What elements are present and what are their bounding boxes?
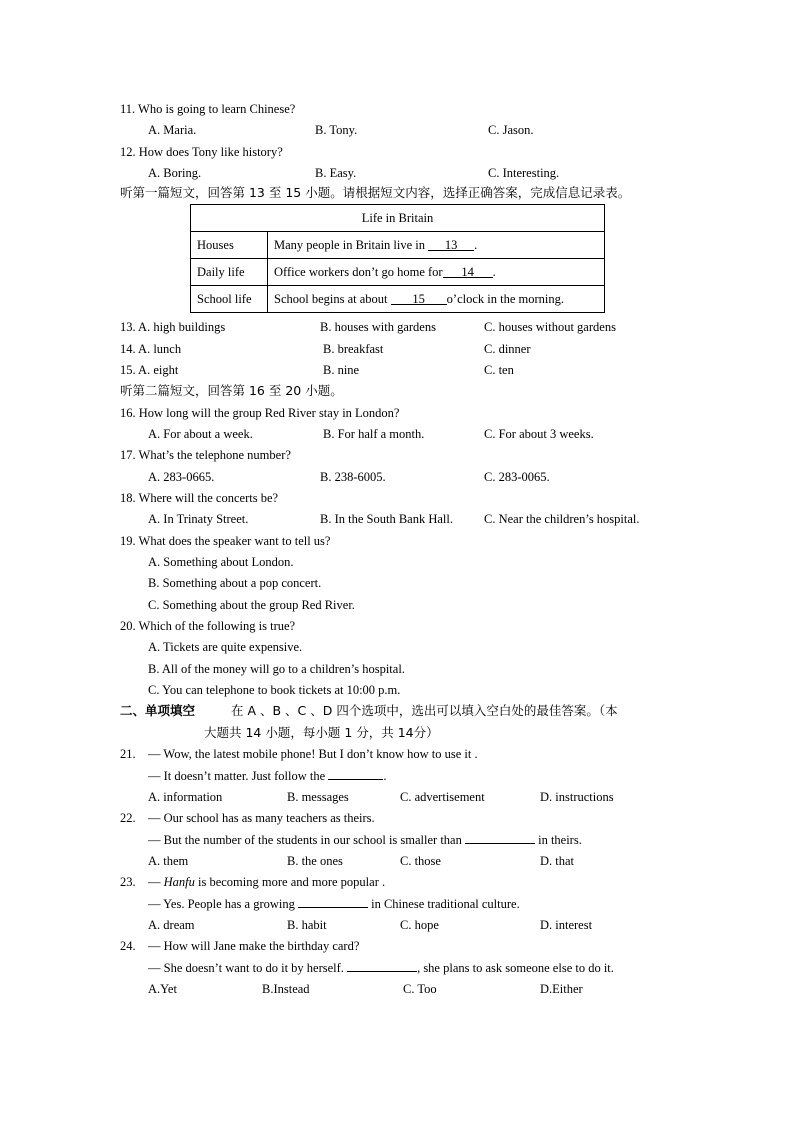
q22-option-d: D. that bbox=[540, 854, 575, 868]
question-11-stem: 11. Who is going to learn Chinese? bbox=[120, 102, 296, 116]
question-17-stem: 17. What’s the telephone number? bbox=[120, 448, 291, 462]
line-text-end: in theirs. bbox=[534, 833, 582, 847]
row-content-daily-life bbox=[268, 259, 605, 286]
info-table-row bbox=[191, 286, 605, 313]
row-content-houses bbox=[268, 232, 605, 259]
q18-option-b: B. In the South Bank Hall. bbox=[320, 512, 453, 526]
row-label-houses: Houses bbox=[191, 232, 268, 259]
row-text-end: o’clock in the morning. bbox=[446, 291, 564, 306]
line-text-end: is becoming more and more popular . bbox=[194, 875, 386, 889]
line-text-end: . bbox=[383, 769, 387, 783]
q15-option-b: B. nine bbox=[323, 363, 360, 377]
answer-blank bbox=[465, 831, 535, 844]
q19-option-c: C. Something about the group Red River. bbox=[148, 598, 355, 612]
q24-option-b: B.Instead bbox=[262, 982, 310, 996]
q23-dialogue-line-1 bbox=[148, 874, 385, 890]
section-2-heading: 二、单项填空 bbox=[120, 703, 196, 718]
info-table bbox=[190, 204, 605, 313]
question-16-stem: 16. How long will the group Red River stay in London? bbox=[120, 406, 400, 420]
answer-blank bbox=[298, 895, 368, 908]
q20-option-b: B. All of the money will go to a children’s hospital. bbox=[148, 662, 405, 676]
info-table-title: Life in Britain bbox=[191, 205, 605, 232]
line-text: — Yes. People has a growing bbox=[148, 897, 298, 911]
info-table-row bbox=[191, 232, 605, 259]
q13-option-b: B. houses with gardens bbox=[320, 320, 436, 334]
q24-dialogue-line-1: — How will Jane make the birthday card? bbox=[148, 939, 360, 953]
section-2-instruction-line-1: 在 A 、B 、C 、D 四个选项中，选出可以填入空白处的最佳答案。（本 bbox=[231, 703, 618, 718]
blank-14: 14 bbox=[443, 265, 493, 278]
q16-option-b: B. For half a month. bbox=[323, 427, 425, 441]
line-text: — bbox=[148, 875, 164, 889]
q23-option-b: B. habit bbox=[287, 918, 327, 932]
question-23-number: 23. bbox=[120, 875, 136, 889]
q11-option-c: C. Jason. bbox=[488, 123, 534, 137]
q23-option-c: C. hope bbox=[400, 918, 439, 932]
answer-blank bbox=[328, 767, 383, 780]
passage-2-instruction: 听第二篇短文，回答第 16 至 20 小题。 bbox=[120, 383, 343, 398]
passage-1-instruction: 听第一篇短文，回答第 13 至 15 小题。请根据短文内容，选择正确答案，完成信息记录表。 bbox=[120, 185, 631, 200]
question-18-stem: 18. Where will the concerts be? bbox=[120, 491, 279, 505]
answer-blank bbox=[347, 959, 417, 972]
q21-option-c: C. advertisement bbox=[400, 790, 485, 804]
q23-option-a: A. dream bbox=[148, 918, 195, 932]
line-text-end: , she plans to ask someone else to do it. bbox=[417, 961, 614, 975]
q24-option-c: C. Too bbox=[403, 982, 437, 996]
q11-option-b: B. Tony. bbox=[315, 123, 358, 137]
info-table-header-row bbox=[191, 205, 605, 232]
row-text: Many people in Britain live in bbox=[274, 237, 426, 252]
q21-option-b: B. messages bbox=[287, 790, 349, 804]
line-text-end: in Chinese traditional culture. bbox=[368, 897, 520, 911]
row-content-school-life bbox=[268, 286, 605, 313]
row-text: School begins at about bbox=[274, 291, 391, 306]
info-table-row bbox=[191, 259, 605, 286]
q13-option-c: C. houses without gardens bbox=[484, 320, 616, 334]
row-text-end: . bbox=[492, 264, 496, 279]
q20-option-c: C. You can telephone to book tickets at 10:00 p.m. bbox=[148, 683, 401, 697]
q24-dialogue-line-2 bbox=[148, 959, 614, 976]
q17-option-a: A. 283-0665. bbox=[148, 470, 215, 484]
line-text: — She doesn’t want to do it by herself. bbox=[148, 961, 348, 975]
q20-option-a: A. Tickets are quite expensive. bbox=[148, 640, 303, 654]
blank-13: 13 bbox=[428, 238, 474, 251]
q12-option-c: C. Interesting. bbox=[488, 166, 560, 180]
line-text: — It doesn’t matter. Just follow the bbox=[148, 769, 329, 783]
italic-term: Hanfu bbox=[163, 875, 195, 889]
section-2-instruction-line-2: 大题共 14 小题，每小题 1 分，共 14分） bbox=[204, 725, 439, 740]
q21-option-a: A. information bbox=[148, 790, 223, 804]
q17-option-b: B. 238-6005. bbox=[320, 470, 386, 484]
row-label-daily-life: Daily life bbox=[191, 259, 268, 286]
q24-option-a: A.Yet bbox=[148, 982, 177, 996]
q16-option-a: A. For about a week. bbox=[148, 427, 253, 441]
q12-option-a: A. Boring. bbox=[148, 166, 202, 180]
q14-option-b: B. breakfast bbox=[323, 342, 384, 356]
question-19-stem: 19. What does the speaker want to tell us? bbox=[120, 534, 331, 548]
row-text: Office workers don’t go home for bbox=[274, 264, 443, 279]
q24-option-d: D.Either bbox=[540, 982, 583, 996]
q21-option-d: D. instructions bbox=[540, 790, 614, 804]
q23-option-d: D. interest bbox=[540, 918, 593, 932]
question-21-number: 21. bbox=[120, 747, 136, 761]
q17-option-c: C. 283-0065. bbox=[484, 470, 550, 484]
q23-dialogue-line-2 bbox=[148, 895, 520, 912]
question-24-number: 24. bbox=[120, 939, 136, 953]
q21-dialogue-line-2 bbox=[148, 767, 386, 784]
q22-option-b: B. the ones bbox=[287, 854, 343, 868]
q19-option-b: B. Something about a pop concert. bbox=[148, 576, 322, 590]
q13-option-a: 13. A. high buildings bbox=[120, 320, 226, 334]
row-text-end: . bbox=[474, 237, 478, 252]
q18-option-a: A. In Trinaty Street. bbox=[148, 512, 249, 526]
q18-option-c: C. Near the children’s hospital. bbox=[484, 512, 640, 526]
q15-option-a: 15. A. eight bbox=[120, 363, 179, 377]
blank-15: 15 bbox=[391, 292, 447, 305]
row-label-school-life: School life bbox=[191, 286, 268, 313]
q14-option-a: 14. A. lunch bbox=[120, 342, 182, 356]
q11-option-a: A. Maria. bbox=[148, 123, 197, 137]
q22-dialogue-line-1: — Our school has as many teachers as theirs. bbox=[148, 811, 375, 825]
q21-dialogue-line-1: — Wow, the latest mobile phone! But I don’t know how to use it . bbox=[148, 747, 478, 761]
q22-option-a: A. them bbox=[148, 854, 189, 868]
q14-option-c: C. dinner bbox=[484, 342, 531, 356]
line-text: — But the number of the students in our school is smaller than bbox=[148, 833, 465, 847]
q22-option-c: C. those bbox=[400, 854, 441, 868]
question-22-number: 22. bbox=[120, 811, 136, 825]
q19-option-a: A. Something about London. bbox=[148, 555, 294, 569]
q15-option-c: C. ten bbox=[484, 363, 514, 377]
q16-option-c: C. For about 3 weeks. bbox=[484, 427, 594, 441]
q22-dialogue-line-2 bbox=[148, 831, 582, 848]
question-12-stem: 12. How does Tony like history? bbox=[120, 145, 283, 159]
q12-option-b: B. Easy. bbox=[315, 166, 357, 180]
question-20-stem: 20. Which of the following is true? bbox=[120, 619, 296, 633]
